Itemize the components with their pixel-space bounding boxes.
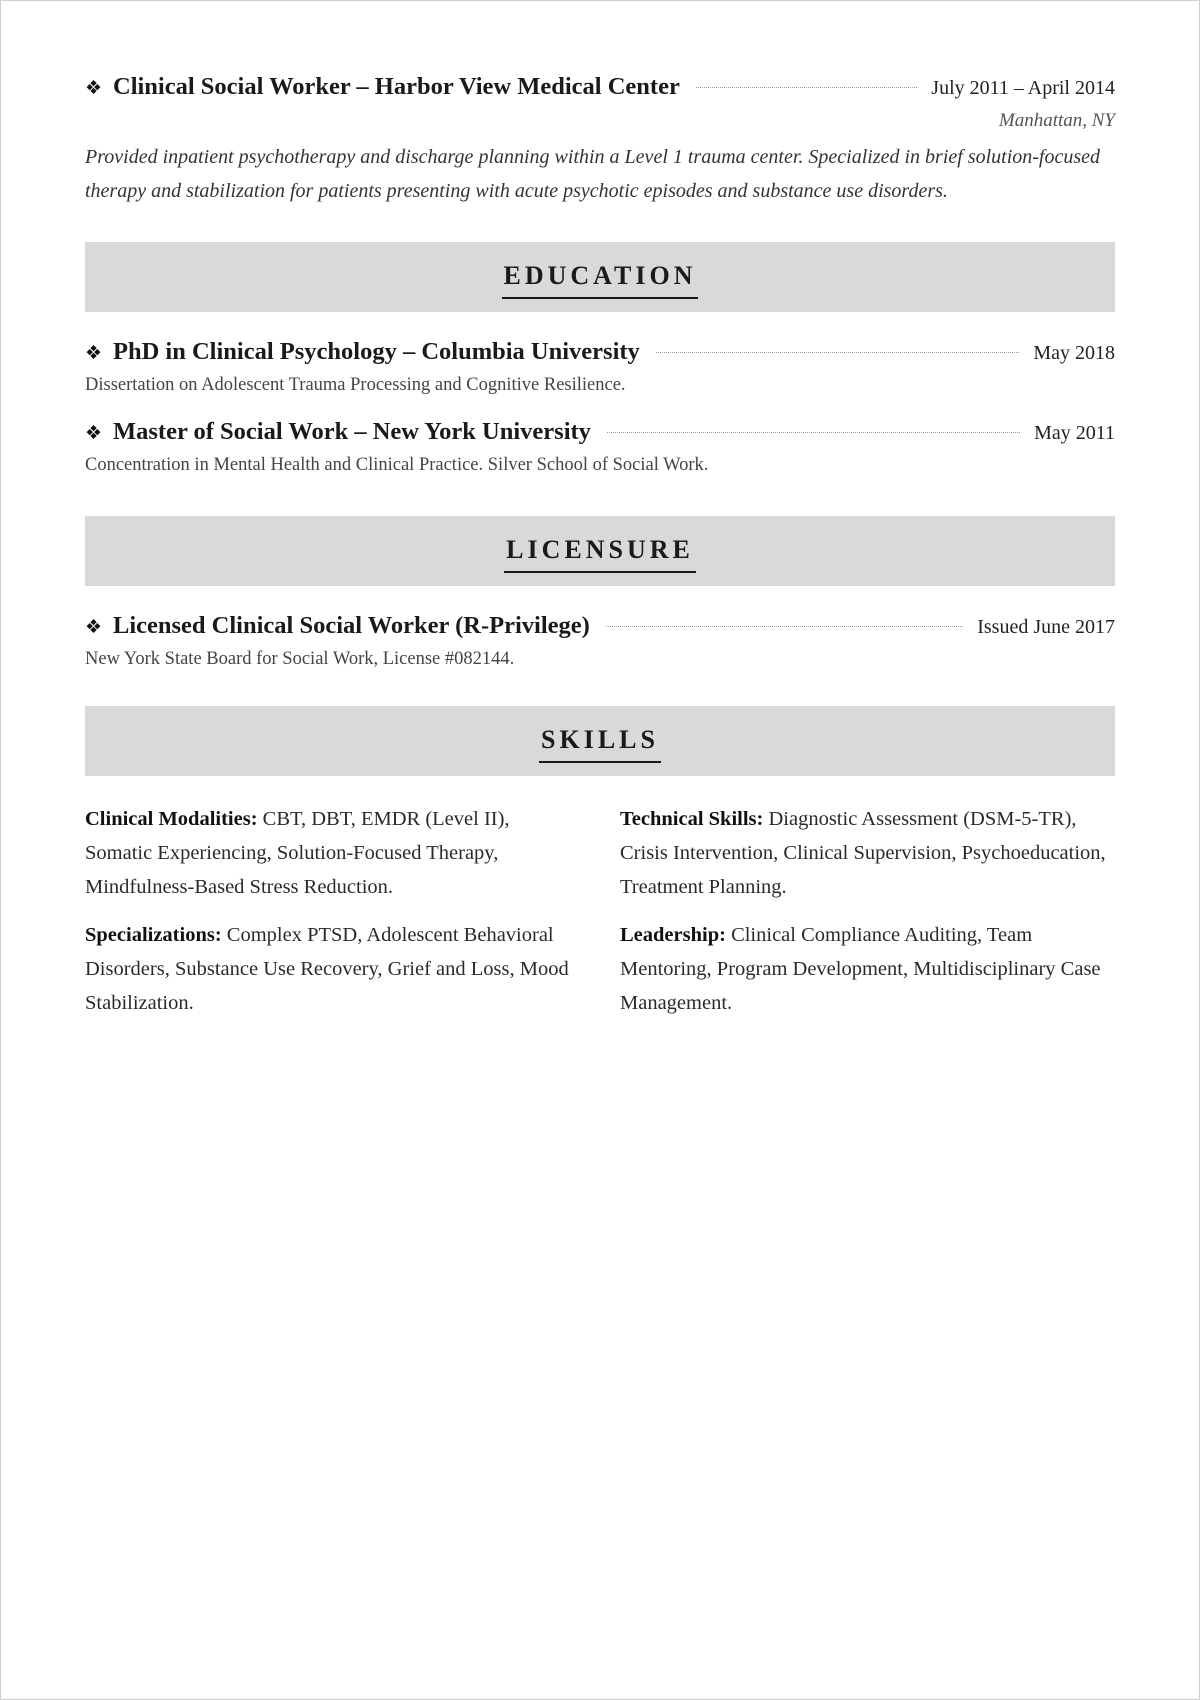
- skill-label: Technical Skills:: [620, 808, 764, 830]
- licensure-description: New York State Board for Social Work, License #082144.: [85, 649, 515, 669]
- diamond-bullet-icon: ❖: [85, 423, 103, 444]
- skill-text: CBT, DBT, EMDR (Level II), Somatic Experiencing, Solution-Focused Therapy, Mindfulness-Based Stress Reduction.: [85, 808, 510, 898]
- experience-description: Provided inpatient psychotherapy and discharge planning within a Level 1 trauma center. Specialized in brief solution-focused therapy and stabilization for patients presenting with acute psychotic episodes and substance use disorders.: [85, 146, 1101, 202]
- education-description: Dissertation on Adolescent Trauma Processing and Cognitive Resilience.: [85, 375, 626, 395]
- licensure-section-header: [85, 516, 1115, 586]
- education-heading: EDUCATION: [502, 261, 699, 299]
- skill-block: [620, 802, 1115, 904]
- experience-entry: [85, 73, 1115, 208]
- diamond-bullet-icon: ❖: [85, 78, 103, 99]
- skills-heading: SKILLS: [539, 725, 661, 763]
- licensure-entry: [85, 612, 1115, 670]
- skill-text: Clinical Compliance Auditing, Team Mentoring, Program Development, Multidisciplinary Case Management.: [620, 924, 1101, 1014]
- education-date: May 2018: [1033, 342, 1115, 364]
- education-entry: [85, 338, 1115, 396]
- education-title: Master of Social Work – New York University: [113, 418, 591, 445]
- education-section-header: [85, 242, 1115, 312]
- diamond-bullet-icon: ❖: [85, 617, 103, 638]
- skill-text: Complex PTSD, Adolescent Behavioral Disorders, Substance Use Recovery, Grief and Loss, Mood Stabilization.: [85, 924, 569, 1014]
- skill-text: Diagnostic Assessment (DSM-5-TR), Crisis Intervention, Clinical Supervision, Psychoeducation, Treatment Planning.: [620, 808, 1106, 898]
- education-description: Concentration in Mental Health and Clinical Practice. Silver School of Social Work.: [85, 455, 709, 475]
- dotted-leader: [696, 87, 917, 88]
- skill-block: [620, 918, 1115, 1020]
- experience-entry-header: [85, 73, 1115, 101]
- skill-block: [85, 918, 580, 1020]
- education-entry-header: [85, 338, 1115, 366]
- diamond-bullet-icon: ❖: [85, 343, 103, 364]
- experience-dates: July 2011 – April 2014: [931, 77, 1115, 99]
- licensure-heading: LICENSURE: [504, 535, 696, 573]
- experience-title: Clinical Social Worker – Harbor View Medical Center: [113, 73, 680, 100]
- skills-section-header: [85, 706, 1115, 776]
- education-entry-header: [85, 418, 1115, 446]
- licensure-date: Issued June 2017: [977, 616, 1115, 638]
- education-date: May 2011: [1034, 422, 1115, 444]
- skill-label: Specializations:: [85, 924, 222, 946]
- dotted-leader: [656, 352, 1020, 353]
- skill-block: [85, 802, 580, 904]
- dotted-leader: [607, 432, 1020, 433]
- experience-location: Manhattan, NY: [998, 110, 1115, 131]
- education-title: PhD in Clinical Psychology – Columbia University: [113, 338, 640, 365]
- education-entry: [85, 418, 1115, 476]
- skill-label: Clinical Modalities:: [85, 808, 258, 830]
- skill-label: Leadership:: [620, 924, 726, 946]
- resume-content: [85, 73, 1115, 1020]
- dotted-leader: [606, 626, 963, 627]
- licensure-title: Licensed Clinical Social Worker (R-Privilege): [113, 612, 590, 639]
- skills-grid: [85, 802, 1115, 1020]
- licensure-entry-header: [85, 612, 1115, 640]
